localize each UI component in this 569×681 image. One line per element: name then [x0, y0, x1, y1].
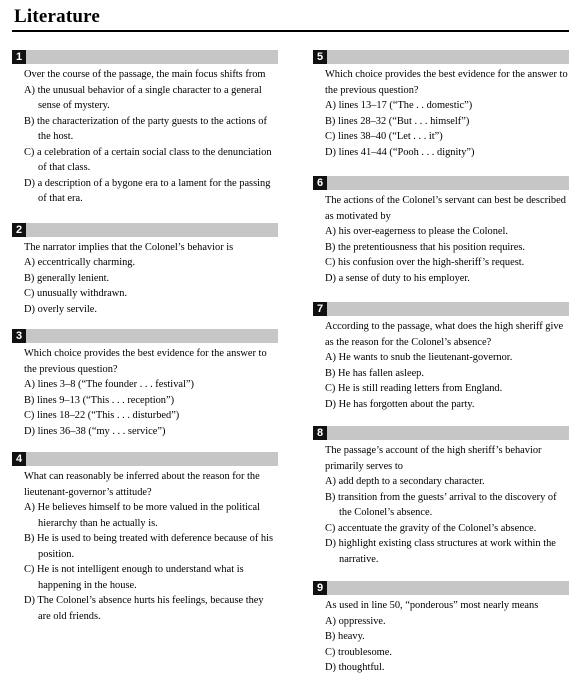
choice-text: a description of a bygone era to a lament for the passing of that era. — [37, 177, 271, 204]
question-stem: As used in line 50, “ponderous” most nearly means — [325, 600, 539, 611]
right-column — [313, 50, 569, 676]
choice-text: his over-eagerness to please the Colonel. — [338, 226, 509, 237]
choice-text: He believes himself to be more valued in the political hierarchy than he actually is. — [37, 502, 261, 529]
question-number: 7 — [313, 302, 327, 316]
question-header-bar — [313, 581, 569, 595]
question-3 — [12, 329, 278, 439]
choice-letter: A) — [325, 476, 336, 487]
answer-choice-c[interactable] — [12, 286, 278, 302]
answer-choice-c[interactable] — [313, 521, 569, 537]
choice-letter: C) — [24, 288, 35, 299]
question-stem: The actions of the Colonel’s servant can best be described as motivated by — [325, 195, 566, 222]
answer-choices — [12, 500, 278, 624]
choice-letter: B) — [24, 533, 35, 544]
question-4 — [12, 452, 278, 624]
answer-choices — [313, 98, 569, 160]
answer-choice-b[interactable] — [12, 114, 278, 145]
choice-letter: A) — [24, 84, 35, 96]
answer-choice-a[interactable] — [12, 83, 278, 114]
question-stem: The narrator implies that the Colonel’s behavior is — [24, 241, 234, 253]
choice-text: The Colonel’s absence hurts his feelings, because they are old friends. — [37, 595, 264, 622]
choice-text: lines 9–13 (“This . . . reception”) — [37, 394, 175, 406]
answer-choices — [313, 614, 569, 676]
choice-text: transition from the guests’ arrival to the discovery of the Colonel’s absence. — [338, 491, 557, 518]
left-column — [12, 50, 278, 624]
choice-letter: D) — [24, 303, 35, 315]
choice-text: a sense of duty to his employer. — [338, 272, 470, 284]
choice-letter: C) — [325, 131, 336, 142]
choice-text: eccentrically charming. — [37, 257, 136, 268]
choice-text: his confusion over the high-sheriff’s request. — [338, 257, 525, 268]
choice-letter: B) — [24, 394, 35, 406]
choice-letter: A) — [325, 226, 336, 237]
choice-text: He has forgotten about the party. — [338, 398, 475, 410]
question-header-bar — [313, 50, 569, 64]
question-header-bar — [313, 302, 569, 316]
choice-text: lines 13–17 (“The . . domestic”) — [338, 100, 473, 111]
choice-text: accentuate the gravity of the Colonel’s absence. — [338, 522, 537, 534]
title-divider — [12, 30, 569, 32]
question-1 — [12, 50, 278, 207]
question-header-bar — [12, 50, 278, 64]
answer-choice-a[interactable] — [313, 474, 569, 490]
answer-choice-c[interactable] — [313, 255, 569, 271]
question-2 — [12, 223, 278, 318]
choice-letter: B) — [24, 272, 35, 284]
choice-text: the unusual behavior of a single character to a general sense of mystery. — [37, 84, 262, 111]
answer-choice-c[interactable] — [12, 145, 278, 176]
choice-letter: A) — [325, 352, 336, 363]
choice-text: He has fallen asleep. — [338, 367, 424, 379]
choice-text: lines 38–40 (“Let . . . it”) — [338, 131, 443, 142]
choice-letter: A) — [24, 379, 35, 390]
choice-letter: A) — [325, 615, 336, 627]
answer-choice-b[interactable] — [313, 490, 569, 521]
question-header-bar — [12, 329, 278, 343]
choice-letter: B) — [325, 491, 336, 503]
choice-letter: B) — [325, 241, 336, 253]
answer-choice-c[interactable] — [12, 562, 278, 593]
question-header-bar — [12, 452, 278, 466]
choice-text: He wants to snub the lieutenant-governor. — [338, 352, 513, 363]
choice-text: lines 18–22 (“This . . . disturbed”) — [37, 410, 180, 421]
choice-text: thoughtful. — [338, 662, 385, 673]
answer-choice-a[interactable] — [12, 377, 278, 393]
question-number: 5 — [313, 50, 327, 64]
choice-letter: C) — [24, 564, 35, 575]
answer-choice-d[interactable] — [313, 660, 569, 676]
choice-letter: B) — [24, 115, 35, 127]
choice-letter: C) — [325, 522, 336, 534]
choice-letter: B) — [325, 367, 336, 379]
question-number: 9 — [313, 581, 327, 595]
answer-choice-d[interactable] — [313, 536, 569, 567]
choice-letter: D) — [325, 538, 336, 549]
answer-choice-a[interactable] — [12, 500, 278, 531]
question-9 — [313, 581, 569, 676]
answer-choice-d[interactable] — [313, 397, 569, 413]
choice-letter: C) — [325, 257, 336, 268]
answer-choice-d[interactable] — [12, 176, 278, 207]
answer-choices — [12, 83, 278, 207]
answer-choices — [12, 255, 278, 317]
question-number: 1 — [12, 50, 26, 64]
answer-choice-a[interactable] — [313, 98, 569, 114]
choice-text: unusually withdrawn. — [37, 288, 128, 299]
choice-letter: A) — [24, 502, 35, 513]
answer-choice-b[interactable] — [12, 531, 278, 562]
choice-text: the pretentiousness that his position requires. — [338, 241, 526, 253]
question-stem: Which choice provides the best evidence for the answer to the previous question? — [24, 348, 267, 375]
answer-choices — [313, 350, 569, 412]
choice-text: He is not intelligent enough to understand what is happening in the house. — [37, 564, 244, 591]
answer-choice-c[interactable] — [313, 381, 569, 397]
answer-choice-b[interactable] — [12, 271, 278, 287]
answer-choice-d[interactable] — [12, 302, 278, 318]
question-stem: What can reasonably be inferred about the reason for the lieutenant-governor’s attitude? — [24, 471, 260, 498]
choice-letter: D) — [325, 272, 336, 284]
question-8 — [313, 426, 569, 567]
page-title: Literature — [14, 6, 101, 27]
question-number: 2 — [12, 223, 26, 237]
answer-choice-d[interactable] — [313, 145, 569, 161]
choice-text: troublesome. — [338, 646, 392, 658]
choice-text: generally lenient. — [37, 272, 110, 284]
choice-text: lines 41–44 (“Pooh . . . dignity”) — [338, 146, 475, 158]
choice-letter: D) — [24, 595, 35, 606]
question-header-bar — [12, 223, 278, 237]
choice-letter: D) — [325, 662, 336, 673]
choice-letter: A) — [325, 100, 336, 111]
choice-letter: B) — [325, 631, 336, 642]
question-stem: According to the passage, what does the high sheriff give as the reason for the Colonel’s absence? — [325, 321, 564, 348]
choice-letter: A) — [24, 257, 35, 268]
choice-letter: C) — [24, 146, 35, 158]
choice-text: the characterization of the party guests to the actions of the host. — [37, 115, 267, 142]
choice-text: add depth to a secondary character. — [338, 476, 485, 487]
answer-choice-c[interactable] — [313, 645, 569, 661]
choice-text: overly servile. — [37, 303, 98, 315]
question-header-bar — [313, 176, 569, 190]
question-6 — [313, 176, 569, 286]
choice-text: He is still reading letters from England. — [338, 383, 503, 394]
answer-choice-b[interactable] — [313, 114, 569, 130]
choice-text: lines 28–32 (“But . . . himself”) — [338, 115, 470, 127]
question-number: 3 — [12, 329, 26, 343]
answer-choice-a[interactable] — [313, 224, 569, 240]
choice-text: heavy. — [338, 631, 365, 642]
choice-letter: D) — [24, 177, 35, 189]
answer-choice-d[interactable] — [12, 424, 278, 440]
choice-letter: D) — [24, 425, 35, 437]
question-number: 4 — [12, 452, 26, 466]
answer-choice-b[interactable] — [313, 240, 569, 256]
answer-choice-a[interactable] — [313, 350, 569, 366]
choice-text: highlight existing class structures at work within the narrative. — [338, 538, 556, 565]
choice-text: a celebration of a certain social class to the denunciation of that class. — [37, 146, 272, 173]
answer-choice-c[interactable] — [313, 129, 569, 145]
answer-choice-d[interactable] — [12, 593, 278, 624]
answer-choice-a[interactable] — [313, 614, 569, 630]
question-stem: The passage’s account of the high sheriff’s behavior primarily serves to — [325, 445, 542, 472]
choice-letter: C) — [325, 383, 336, 394]
answer-choice-c[interactable] — [12, 408, 278, 424]
question-7 — [313, 302, 569, 412]
answer-choice-d[interactable] — [313, 271, 569, 287]
choice-text: oppressive. — [338, 615, 386, 627]
choice-letter: D) — [325, 398, 336, 410]
answer-choice-b[interactable] — [313, 366, 569, 382]
question-number: 8 — [313, 426, 327, 440]
choice-letter: D) — [325, 146, 336, 158]
answer-choice-b[interactable] — [12, 393, 278, 409]
choice-letter: C) — [325, 646, 336, 658]
answer-choices — [12, 377, 278, 439]
question-number: 6 — [313, 176, 327, 190]
question-5 — [313, 50, 569, 160]
question-header-bar — [313, 426, 569, 440]
choice-text: lines 36–38 (“my . . . service”) — [37, 425, 166, 437]
question-stem: Which choice provides the best evidence for the answer to the previous question? — [325, 69, 568, 96]
answer-choice-a[interactable] — [12, 255, 278, 271]
choice-text: He is used to being treated with deference because of his position. — [37, 533, 274, 560]
question-stem: Over the course of the passage, the main focus shifts from — [24, 69, 266, 80]
choice-letter: B) — [325, 115, 336, 127]
choice-text: lines 3–8 (“The founder . . . festival”) — [37, 379, 194, 390]
answer-choice-b[interactable] — [313, 629, 569, 645]
answer-choices — [313, 224, 569, 286]
choice-letter: C) — [24, 410, 35, 421]
answer-choices — [313, 474, 569, 567]
